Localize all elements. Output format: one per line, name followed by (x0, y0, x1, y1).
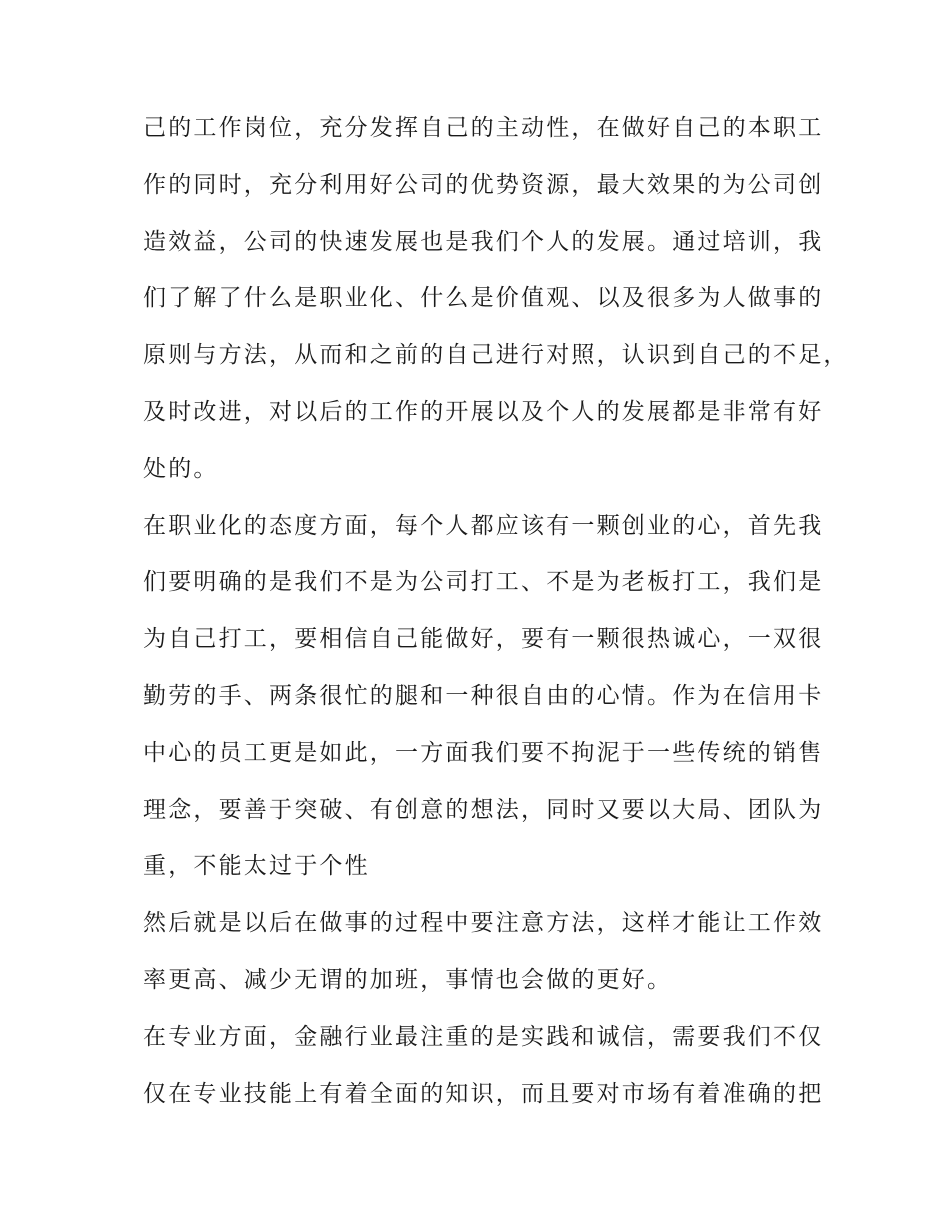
text-line: 及时改进，对以后的工作的开展以及个人的发展都是非常有好 (143, 398, 824, 425)
text-line: 勤劳的手、两条很忙的腿和一种很自由的心情。作为在信用卡 (143, 682, 824, 709)
text-line: 处的。 (143, 455, 219, 482)
text-line: 原则与方法，从而和之前的自己进行对照，认识到自己的不足， (143, 342, 849, 369)
paragraph-job-attitude (143, 100, 849, 498)
text-line: 造效益，公司的快速发展也是我们个人的发展。通过培训，我 (143, 228, 824, 255)
text-line: 们了解了什么是职业化、什么是价值观、以及很多为人做事的 (143, 285, 824, 312)
text-line: 率更高、减少无谓的加班，事情也会做的更好。 (143, 966, 673, 993)
text-line: 己的工作岗位，充分发挥自己的主动性，在做好自己的本职工 (143, 115, 824, 141)
text-line: 中心的员工更是如此，一方面我们要不拘泥于一些传统的销售 (143, 739, 824, 766)
text-line: 们要明确的是我们不是为公司打工、不是为老板打工，我们是 (143, 569, 824, 596)
paragraph-professional-attitude (143, 498, 833, 896)
text-line: 仅在专业技能上有着全面的知识，而且要对市场有着准确的把 (143, 1080, 824, 1107)
text-line: 理念，要善于突破、有创意的想法，同时又要以大局、团队为 (143, 796, 824, 823)
text-line: 为自己打工，要相信自己能做好，要有一颗很热诚心，一双很 (143, 626, 824, 653)
text-line: 在职业化的态度方面，每个人都应该有一颗创业的心，首先我 (143, 512, 824, 539)
text-line: 作的同时，充分利用好公司的优势资源，最大效果的为公司创 (143, 171, 824, 198)
text-line: 然后就是以后在做事的过程中要注意方法，这样才能让工作效 (143, 910, 824, 937)
text-line: 在专业方面，金融行业最注重的是实践和诚信，需要我们不仅 (143, 1023, 824, 1050)
paragraph-methods (143, 895, 833, 1009)
text-line: 重，不能太过于个性 (143, 853, 370, 880)
paragraph-expertise (143, 1009, 833, 1123)
document-body (143, 100, 849, 1122)
